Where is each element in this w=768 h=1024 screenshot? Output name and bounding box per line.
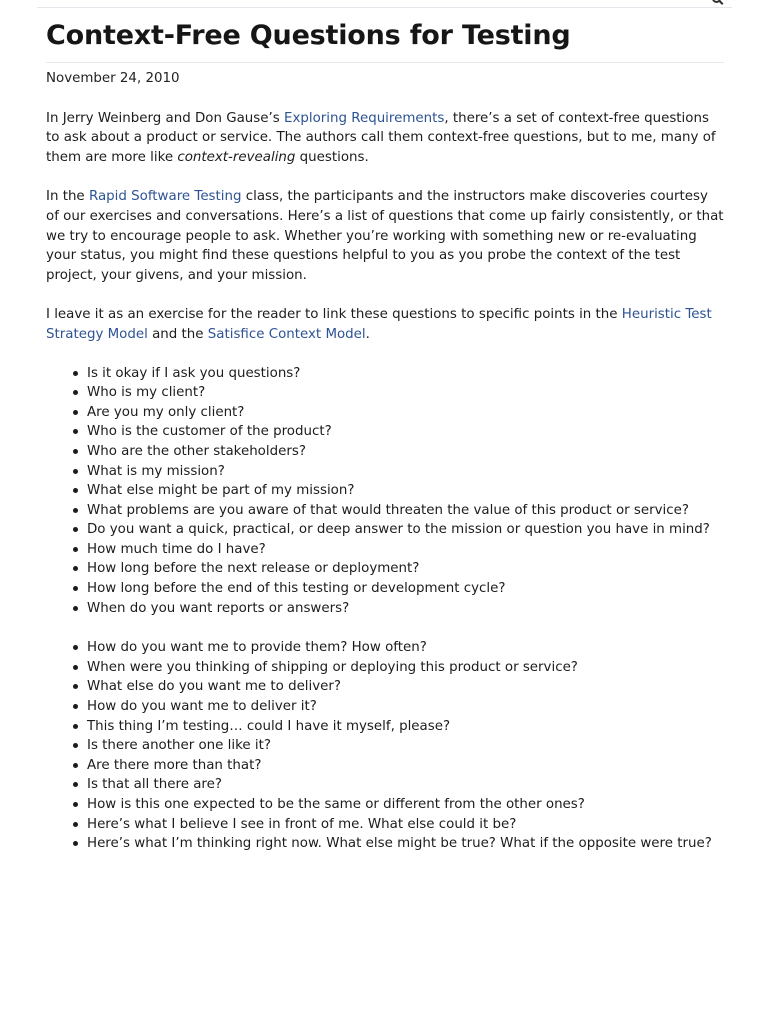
list-item: Here’s what I’m thinking right now. What else might be true? What if the opposite were true?: [87, 834, 724, 854]
article: [46, 18, 724, 854]
list-item: How do you want me to deliver it?: [87, 697, 724, 717]
text: In Jerry Weinberg and Don Gause’s: [46, 110, 284, 126]
list-item: How much time do I have?: [87, 540, 724, 560]
emphasis: context-revealing: [177, 149, 296, 165]
intro-paragraph: [46, 109, 724, 168]
text: and the: [147, 326, 208, 342]
list-item: Are there more than that?: [87, 756, 724, 776]
list-item: Who is the customer of the product?: [87, 422, 724, 442]
post-date: November 24, 2010: [46, 71, 180, 86]
text: In the: [46, 189, 89, 205]
exercise-paragraph: [46, 305, 724, 344]
list-item: How do you want me to provide them? How often?: [87, 638, 724, 658]
header-divider: [37, 7, 732, 8]
list-item: Are you my only client?: [87, 403, 724, 423]
list-item: How long before the end of this testing or development cycle?: [87, 579, 724, 599]
link-rapid-software-testing[interactable]: Rapid Software Testing: [88, 189, 242, 205]
list-item: What problems are you aware of that would threaten the value of this product or service?: [87, 501, 724, 521]
question-list-2: [46, 638, 724, 854]
list-item: What is my mission?: [87, 462, 724, 482]
list-item: Is there another one like it?: [87, 736, 724, 756]
list-item: What else might be part of my mission?: [87, 481, 724, 501]
list-item: Who are the other stakeholders?: [87, 442, 724, 462]
list-item: Is it okay if I ask you questions?: [87, 364, 724, 384]
link-satisfice-context-model[interactable]: Satisfice Context Model: [207, 326, 366, 342]
list-item: How long before the next release or deployment?: [87, 559, 724, 579]
list-item: How is this one expected to be the same or different from the other ones?: [87, 795, 724, 815]
text: class, the participants and the instructors make discoveries courtesy of our exercises and conversations. Here’s a list of questions that come up fairly consistently, or that we try to encourage people to ask. Whether you’re working with something new or re-evaluating your status, you might find these questions helpful to you as you probe the context of the test project, your givens, and your mission.: [46, 189, 724, 283]
list-item: Who is my client?: [87, 383, 724, 403]
text: .: [365, 326, 370, 342]
list-item: This thing I’m testing… could I have it myself, please?: [87, 717, 724, 737]
list-item: When do you want reports or answers?: [87, 599, 724, 619]
list-item: Here’s what I believe I see in front of me. What else could it be?: [87, 815, 724, 835]
list-item: When were you thinking of shipping or deploying this product or service?: [87, 658, 724, 678]
text: , there’s a set of context-free questions to ask about a product or service. The authors call them context-free questions, but to me, many of them are more like: [46, 110, 716, 165]
link-exploring-requirements[interactable]: Exploring Requirements: [283, 110, 445, 126]
text: questions.: [295, 149, 369, 165]
rst-paragraph: [46, 187, 724, 285]
link-heuristic-test-strategy-model[interactable]: Heuristic Test Strategy Model: [46, 307, 712, 342]
text: I leave it as an exercise for the reader to link these questions to specific points in the: [46, 307, 622, 323]
list-item: Is that all there are?: [87, 775, 724, 795]
page-title: Context-Free Questions for Testing: [46, 18, 724, 63]
list-item: Do you want a quick, practical, or deep answer to the mission or question you have in mind?: [87, 520, 724, 540]
search-icon[interactable]: [712, 0, 721, 3]
list-item: What else do you want me to deliver?: [87, 677, 724, 697]
question-list-1: [46, 364, 724, 619]
